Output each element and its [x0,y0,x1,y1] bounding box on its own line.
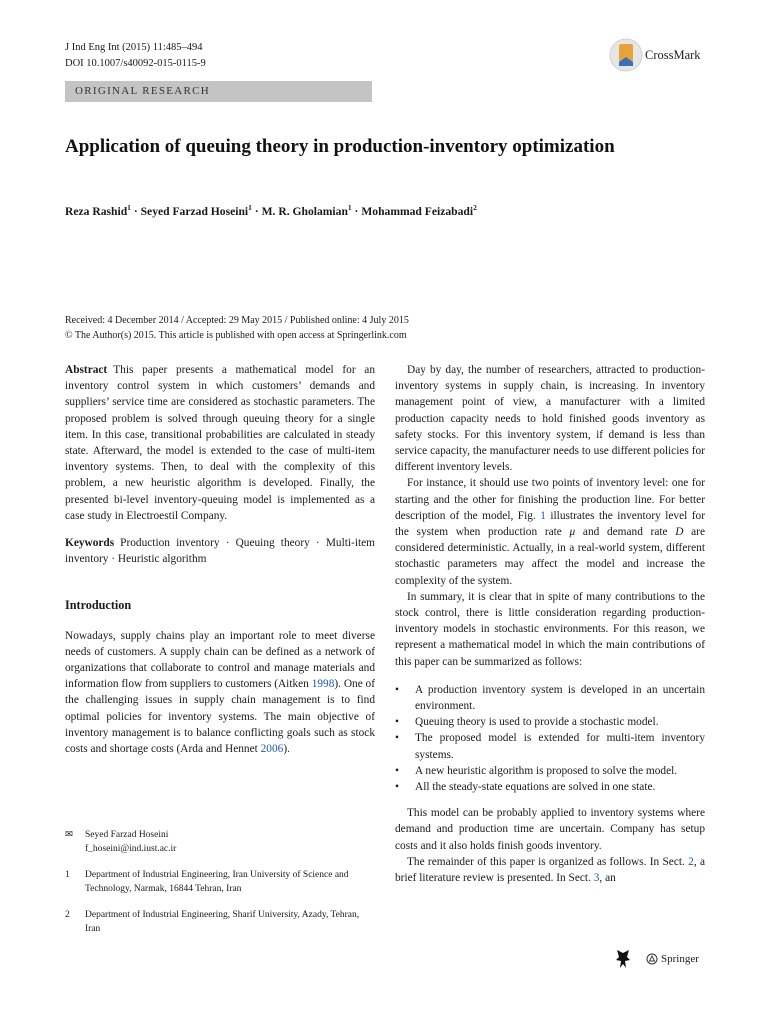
right-column [395,362,705,886]
publisher-name: Springer [661,953,699,965]
author-name[interactable]: Mohammad Feizabadi [361,204,474,218]
list-item-text: Queuing theory is used to provide a stochastic model. [415,716,659,729]
list-item [395,730,705,762]
math-symbol: D [675,526,684,539]
intro-text: ). One of the challenging issues in supply chain management is to find optimal policies for inventory systems. The main objective of inventory management is to balance conflicting goals such as stock costs and shortage costs (Arda and Hennet [65,678,376,756]
abstract [65,362,375,524]
body-paragraph: This model can be probably applied to inventory systems where demand and production time are uncertain. Company has setup costs and it also holds finish goods inventory. [395,807,705,852]
contribution-list [395,682,705,795]
affiliation-footnote [65,908,375,936]
affiliation-footnote [65,868,375,896]
intro-text: Nowadays, supply chains play an important role to meet diverse needs of customers. A supply chain can be defined as a network of organizations that collaborate to control and manage materials and information flow from suppliers to customers (Aitken [65,629,375,691]
list-item-text: All the steady-state equations are solved in one state. [415,781,656,794]
bullet-icon: • [395,732,399,745]
journal-meta [65,40,206,72]
author-affiliation-marker: 1 [347,203,352,212]
list-item-text: A new heuristic algorithm is proposed to solve the model. [415,764,678,777]
corresponding-email[interactable]: f_hoseini@ind.iust.ac.ir [85,844,177,854]
author-name[interactable]: Reza Rashid [65,204,128,218]
author-affiliation-marker: 1 [127,203,131,212]
body-text: illustrates the inventory level for the system when production rate [395,509,705,539]
body-text: The remainder of this paper is organized as follows. In Sect. [407,855,689,868]
crossmark-badge[interactable] [609,38,701,72]
history-dates: Received: 4 December 2014 / Accepted: 29 May 2015 / Published online: 4 July 2015 [65,315,409,326]
author-list: Reza Rashid$^1$ · Seyed Farzad Hoseini$^1$ · M. R. Gholamian$^1$ · Mohammad Feizabadi$^2$ [65,203,477,218]
section-link[interactable]: 2 [688,855,694,868]
springer-emblem-icon [646,953,658,965]
bullet-icon: • [395,781,399,794]
list-item-text: The proposed model is extended for multi-item inventory systems. [415,732,705,761]
body-text: and demand rate [575,526,676,539]
citation-link[interactable]: 1998 [311,678,335,691]
list-item-text: A production inventory system is developed in an uncertain environment. [415,683,705,713]
abstract-label: Abstract [65,364,108,376]
envelope-icon: ✉ [65,830,73,840]
affiliation-number: 2 [65,910,70,920]
publisher-logo [614,948,699,970]
keywords [65,535,375,567]
author-name[interactable]: M. R. Gholamian [261,204,348,218]
list-item [395,779,705,795]
body-paragraph: In summary, it is clear that in spite of many contributions to the stock control, there is little consideration regarding production-inventory models in stochastic environments. For this reason, we represent a mathematical model in which the main contributions of this paper can be summarized as follows: [395,590,705,668]
publication-history [65,313,409,343]
citation-link[interactable]: 2006 [260,743,284,756]
abstract-text: This paper presents a mathematical model for an inventory control system in which customers’ demands and suppliers’ service time are considered as stochastic parameters. The proposed problem is solved through queuing theory for a single item. In this case, transitional probabilities are calculated in steady state. Afterward, the model is extended to the case of multi-item inventory systems. Then, to deal with the complexity of this problem, a new heuristic algorithm is developed. Finally, the presented bi-level inventory-queuing model is implemented as a case study in Electroestil Company. [65,364,375,522]
author-name[interactable]: Seyed Farzad Hoseini [140,204,249,218]
body-paragraph [395,854,705,886]
body-paragraph [395,475,705,588]
keywords-text: Production inventory · Queuing theory · Multi-item inventory · Heuristic algorithm [65,537,375,566]
doi-line: DOI 10.1007/s40092-015-0115-9 [65,58,206,69]
affiliation-text: Department of Industrial Engineering, Iran University of Science and Technology, Narmak, 16844 Tehran, Iran [85,870,349,894]
paper-title: Application of queuing theory in production-inventory optimization [65,136,615,157]
intro-text: ). [283,743,290,756]
bullet-icon: • [395,716,399,729]
section-heading-introduction: Introduction [65,598,132,613]
corresponding-author [65,828,375,856]
crossmark-label: CrossMark [645,47,701,62]
left-column [65,362,375,757]
corresponding-name: Seyed Farzad Hoseini [85,830,169,840]
intro-paragraph [65,628,375,758]
body-text: , an [599,872,616,885]
section-link[interactable]: 3 [593,872,600,885]
author-affiliation-marker: 1 [248,203,252,212]
keywords-label: Keywords [65,537,115,550]
affiliation-text: Department of Industrial Engineering, Sharif University, Azady, Tehran, Iran [85,910,360,934]
footnotes [65,828,375,936]
list-item [395,763,705,779]
body-paragraph: Day by day, the number of researchers, attracted to production-inventory systems in supply chain, is increasing. In inventory management point of view, a manufacturer with a limited production capacity needs to hold finished goods inventory as safety stocks. For this inventory system, if demand is less than service capacity, the manufacturer needs to use different policies for different inventory levels. [395,364,705,474]
bullet-icon: • [395,683,399,696]
math-symbol: μ [569,526,576,539]
bullet-icon: • [395,764,399,777]
author-affiliation-marker: 2 [473,203,477,212]
affiliation-number: 1 [65,870,70,880]
list-item [395,682,705,714]
body-text: , a brief literature review is presented. In Sect. [395,855,705,885]
list-item [395,714,705,730]
journal-citation: J Ind Eng Int (2015) 11:485–494 [65,42,203,53]
article-type-bar: ORIGINAL RESEARCH [65,81,372,102]
figure-link[interactable]: 1 [540,509,546,522]
crossmark-icon [609,38,643,72]
copyright-line: © The Author(s) 2015. This article is published with open access at Springerlink.com [65,330,407,341]
body-text: are considered deterministic. Actually, in a real-world system, different stochastic parameters may affect the model and increase the complexity of the system. [395,526,705,587]
body-text: For instance, it should use two points of inventory level: one for starting and the other for finishing the production line. For better description of the model, Fig. [395,477,705,522]
springer-horse-icon [614,948,632,970]
